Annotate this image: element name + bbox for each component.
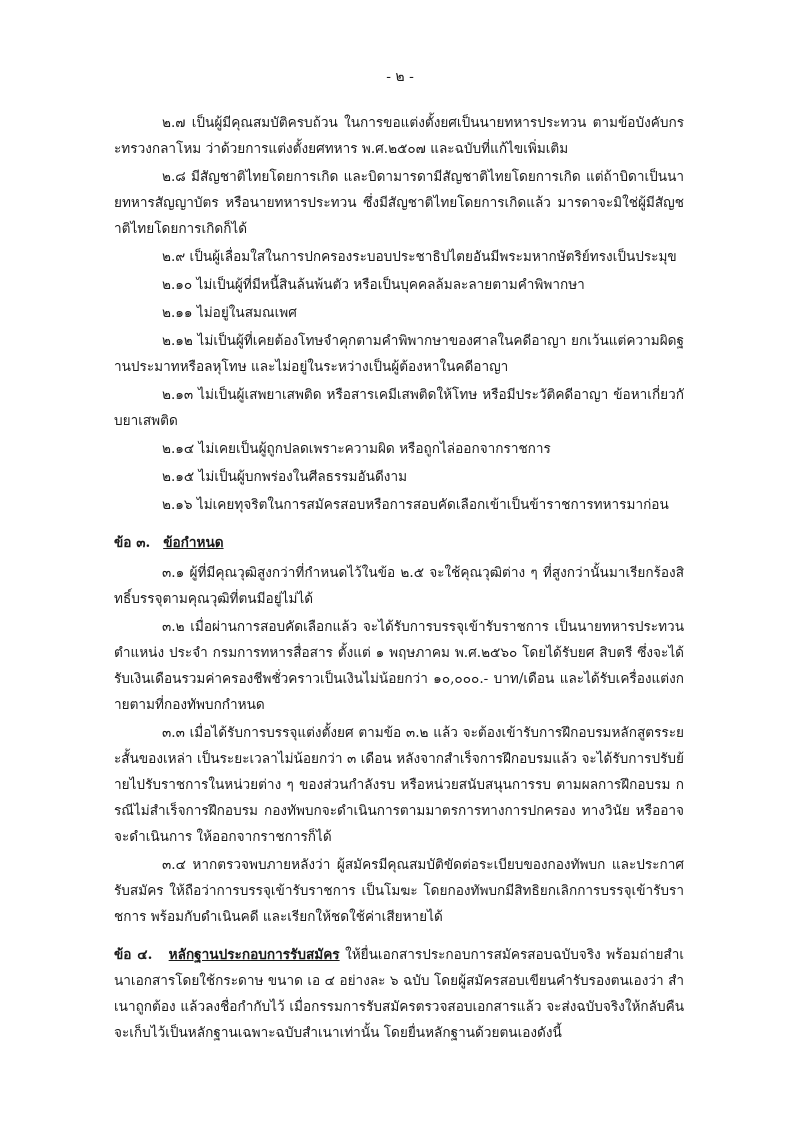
section-4-number: ข้อ ๔. (114, 947, 153, 963)
qualification-item-2-14: ๒.๑๔ ไม่เคยเป็นผู้ถูกปลดเพราะความผิด หรือถูกไล่ออกจากราชการ (162, 441, 551, 457)
section-4-title: หลักฐานประกอบการรับสมัคร (168, 947, 340, 963)
document-body (114, 110, 684, 1050)
section-3-list (114, 560, 684, 930)
qualification-item-2-15: ๒.๑๕ ไม่เป็นผู้บกพร่องในศีลธรรมอันดีงาม (162, 469, 408, 485)
requirement-item-3-3: ๓.๓ เมื่อได้รับการบรรจุแต่งตั้งยศ ตามข้อ ๓.๒ แล้ว จะต้องเข้ารับการฝึกอบรมหลักสูตรระยะสั้นของเหล่า เป็นระยะเวลาไม่น้อยกว่า ๓ เดือน หลังจากสำเร็จการฝึกอบรมแล้ว จะได้รับการปรับย้ายไปรับราชการในหน่วยต่าง ๆ ของส่วนกำลังรบ หรือหน่วยสนับสนุนการรบ ตามผลการฝึกอบรม กรณีไม่สำเร็จการฝึกอบรม กองทัพบกจะดำเนินการตามมาตรการทางการปกครอง ทางวินัย หรืออาจจะดำเนินการ ให้ออกจากราชการก็ได้ (114, 725, 684, 845)
requirement-item-3-2: ๓.๒ เมื่อผ่านการสอบคัดเลือกแล้ว จะได้รับการบรรจุเข้ารับราชการ เป็นนายทหารประทวน ตำแหน่ง ประจำ กรมการทหารสื่อสาร ตั้งแต่ ๑ พฤษภาคม พ.ศ.๒๕๖๐ โดยได้รับยศ สิบตรี ซึ่งจะได้รับเงินเดือนรวมค่าครองชีพชั่วคราวเป็นเงินไม่น้อยกว่า ๑๐,๐๐๐.- บาท/เดือน และได้รับเครื่องแต่งกายตามที่กองทัพบกกำหนด (114, 619, 684, 713)
qualification-item-2-11: ๒.๑๑ ไม่อยู่ในสมณเพศ (162, 305, 297, 321)
requirement-item-3-4: ๓.๔ หากตรวจพบภายหลังว่า ผู้สมัครมีคุณสมบัติขัดต่อระเบียบของกองทัพบก และประกาศรับสมัคร ให้ถือว่าการบรรจุเข้ารับราชการ เป็นโมฆะ โดยกองทัพบกมีสิทธิยกเลิกการบรรจุเข้ารับราชการ พร้อมกับดำเนินคดี และเรียกให้ชดใช้ค่าเสียหายได้ (114, 857, 684, 925)
qualifications-list (114, 110, 684, 518)
qualification-item-2-10: ๒.๑๐ ไม่เป็นผู้ที่มีหนี้สินล้นพ้นตัว หรือเป็นบุคคลล้มละลายตามคำพิพากษา (162, 277, 585, 293)
qualification-item-2-13: ๒.๑๓ ไม่เป็นผู้เสพยาเสพติด หรือสารเคมีเสพติดให้โทษ หรือมีประวัติคดีอาญา ข้อหาเกี่ยวกับยาเสพติด (114, 387, 684, 429)
qualification-item-2-8: ๒.๘ มีสัญชาติไทยโดยการเกิด และบิดามารดามีสัญชาติไทยโดยการเกิด แต่ถ้าบิดาเป็นนายทหารสัญญาบัตร หรือนายทหารประทวน ซึ่งมีสัญชาติไทยโดยการเกิดแล้ว มารดาจะมิใช่ผู้มีสัญชาติไทยโดยการเกิดก็ได้ (114, 169, 684, 237)
section-4-text: ให้ยื่นเอกสารประกอบการสมัครสอบฉบับจริง พร้อมถ่ายสำเนาเอกสารโดยใช้กระดาษ ขนาด เอ ๔ อย่างละ ๖ ฉบับ โดยผู้สมัครสอบเขียนคำรับรองตนเองว่า สำเนาถูกต้อง แล้วลงชื่อกำกับไว้ เมื่อกรรมการรับสมัครตรวจสอบเอกสารแล้ว จะส่งฉบับจริงให้กลับคืน จะเก็บไว้เป็นหลักฐานเฉพาะฉบับสำเนาเท่านั้น โดยยื่นหลักฐานด้วยตนเองดังนี้ (114, 947, 685, 1041)
section-3-number: ข้อ ๓. (114, 535, 151, 551)
section-3-heading (114, 530, 684, 556)
qualification-item-2-7: ๒.๗ เป็นผู้มีคุณสมบัติครบถ้วน ในการขอแต่งตั้งยศเป็นนายทหารประทวน ตามข้อบังคับกระทรวงกลาโหม ว่าด้วยการแต่งตั้งยศทหาร พ.ศ.๒๕๐๗ และฉบับที่แก้ไขเพิ่มเติม (114, 115, 684, 157)
qualification-item-2-16: ๒.๑๖ ไม่เคยทุจริตในการสมัครสอบหรือการสอบคัดเลือกเข้าเป็นข้าราชการทหารมาก่อน (162, 497, 669, 513)
section-4 (114, 942, 684, 1046)
page-number: - ๒ - (386, 69, 414, 85)
section-3-title: ข้อกำหนด (163, 535, 224, 551)
qualification-item-2-12: ๒.๑๒ ไม่เป็นผู้ที่เคยต้องโทษจำคุกตามคำพิพากษาของศาลในคดีอาญา ยกเว้นแต่ความผิดฐานประมาทหรือลหุโทษ และไม่อยู่ในระหว่างเป็นผู้ต้องหาในคดีอาญา (114, 333, 684, 375)
qualification-item-2-9: ๒.๙ เป็นผู้เลื่อมใสในการปกครองระบอบประชาธิปไตยอันมีพระมหากษัตริย์ทรงเป็นประมุข (162, 249, 677, 265)
requirement-item-3-1: ๓.๑ ผู้ที่มีคุณวุฒิสูงกว่าที่กำหนดไว้ในข้อ ๒.๕ จะใช้คุณวุฒิต่าง ๆ ที่สูงกว่านั้นมาเรียกร้องสิทธิ์บรรจุตามคุณวุฒิที่ตนมีอยู่ไม่ได้ (114, 565, 684, 607)
